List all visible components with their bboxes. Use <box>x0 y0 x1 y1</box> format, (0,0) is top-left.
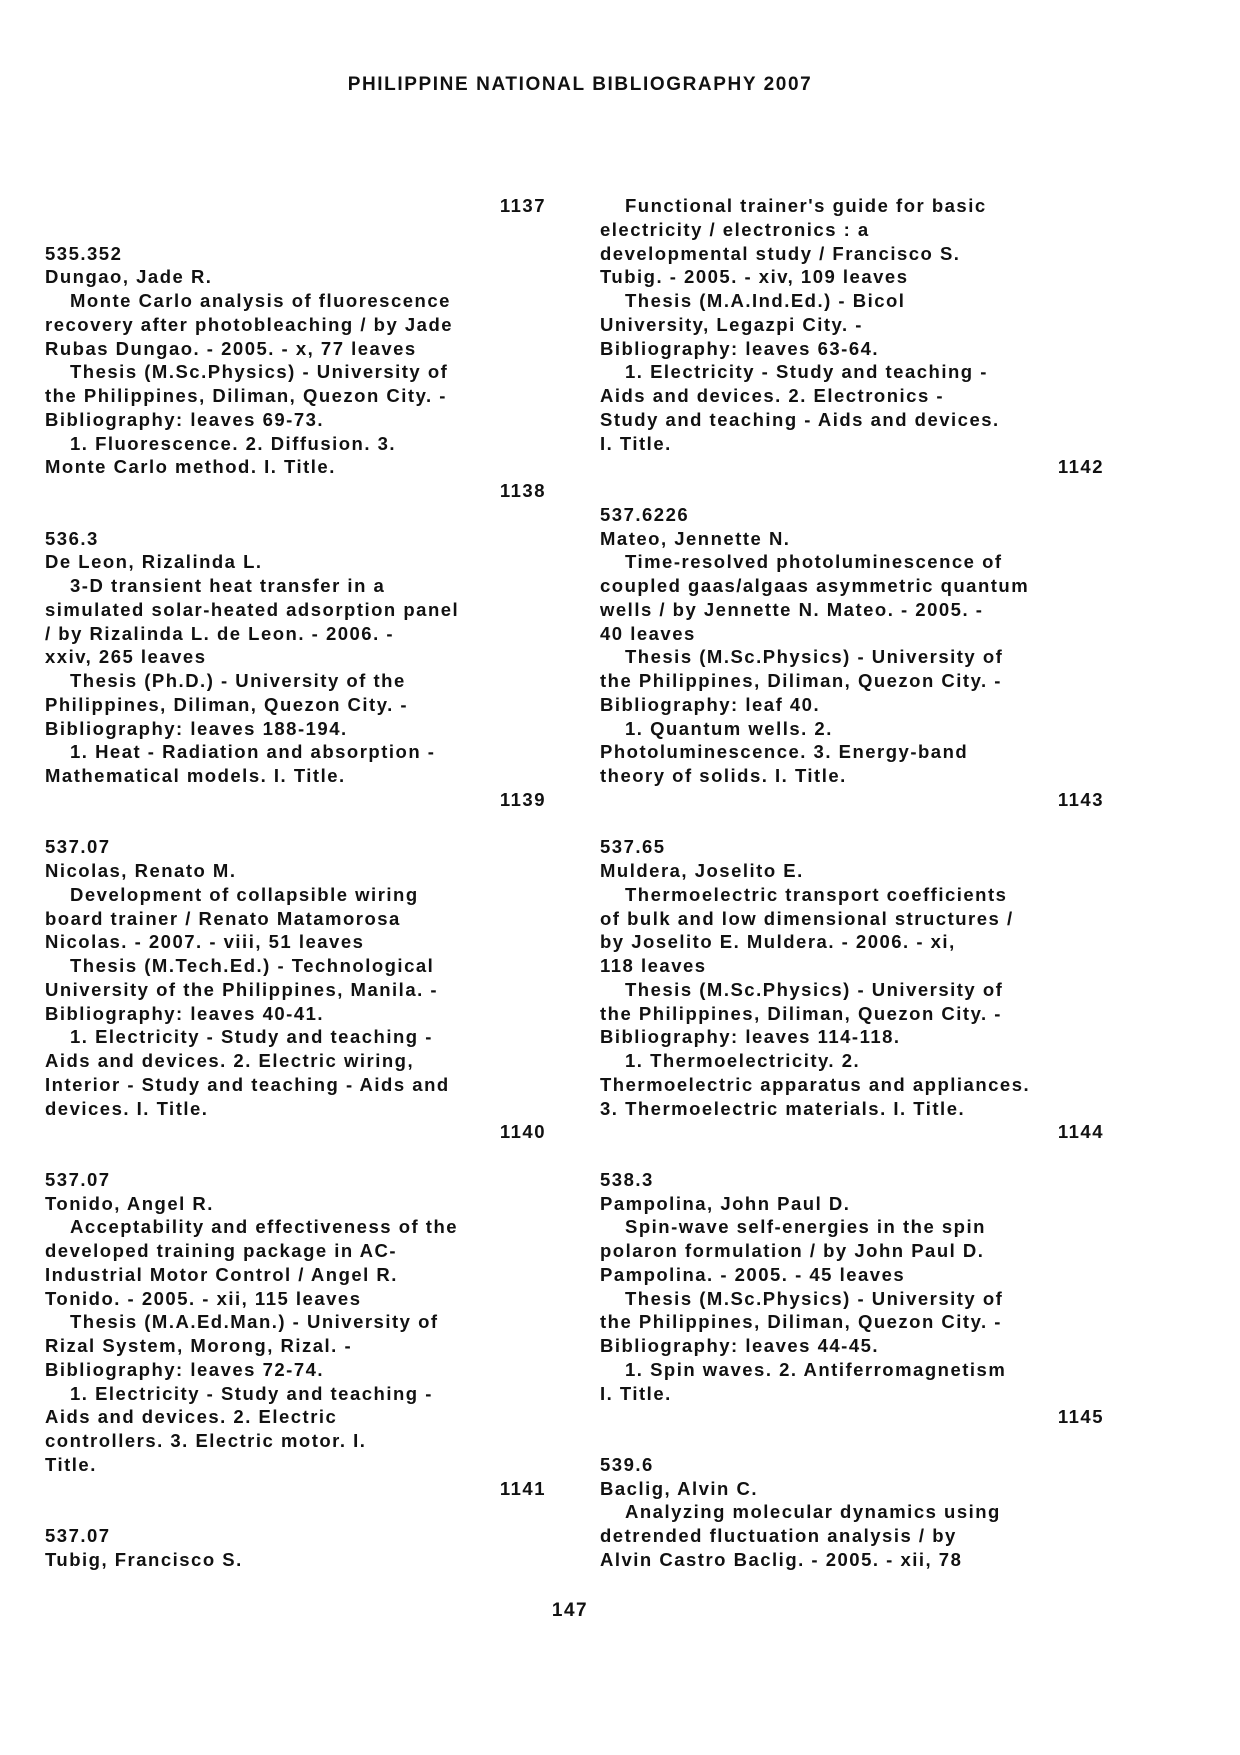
spacer-line <box>45 1144 550 1168</box>
entry-line: of bulk and low dimensional structures / <box>600 907 1014 929</box>
entry-line: 537.07 <box>45 836 111 858</box>
entry-line: Bibliography: leaves 63-64. <box>600 337 880 359</box>
entry-line: Aids and devices. 2. Electric <box>45 1406 338 1428</box>
right-column <box>600 194 1108 1572</box>
entry-number: 1142 <box>1057 456 1104 478</box>
entry-line: Industrial Motor Control / Angel R. <box>45 1263 398 1285</box>
entry-paragraph-start: 1. Electricity - Study and teaching - <box>625 361 988 383</box>
entry-line: electricity / electronics : a <box>600 218 870 240</box>
entry-line: polaron formulation / by John Paul D. <box>600 1240 985 1261</box>
entry-line: 537.07 <box>45 1525 111 1546</box>
entry-paragraph-start: 3-D transient heat transfer in a <box>70 575 386 596</box>
entry-line: Pampolina. - 2005. - 45 leaves <box>600 1263 906 1285</box>
entry-line: Philippines, Diliman, Quezon City. - <box>45 693 409 715</box>
spacer-line <box>600 1144 1108 1168</box>
entry-line: devices. I. Title. <box>45 1097 209 1119</box>
entry-paragraph-start: Thesis (Ph.D.) - University of the <box>70 670 406 691</box>
entry-paragraph-start: Thesis (M.A.Ind.Ed.) - Bicol <box>625 290 906 311</box>
entry-line: Baclig, Alvin C. <box>600 1477 758 1499</box>
entry-line: Thermoelectric apparatus and appliances. <box>600 1073 1031 1095</box>
entry-paragraph-start: Thesis (M.Sc.Physics) - University of <box>625 646 1004 668</box>
entry-paragraph-start: Thesis (M.Sc.Physics) - University of <box>625 1287 1004 1309</box>
entry-line: Tubig. - 2005. - xiv, 109 leaves <box>600 266 909 288</box>
entry-line: Bibliography: leaves 69-73. <box>45 408 325 430</box>
entry-line: recovery after photobleaching / by Jade <box>45 313 454 335</box>
entry-line: I. Title. <box>600 1382 672 1404</box>
entry-line: Muldera, Joselito E. <box>600 860 804 881</box>
entry-line: Bibliography: leaves 188-194. <box>45 717 348 739</box>
entry-line: Nicolas. - 2007. - viii, 51 leaves <box>45 931 365 953</box>
spacer-line <box>600 812 1108 836</box>
entry-line: 537.6226 <box>600 503 690 525</box>
entry-line: Mathematical models. I. Title. <box>45 765 346 786</box>
entry-line: Bibliography: leaves 114-118. <box>600 1026 901 1048</box>
entry-line: Title. <box>45 1453 97 1475</box>
entry-paragraph-start: 1. Spin waves. 2. Antiferromagnetism <box>625 1358 1007 1380</box>
spacer-line <box>600 479 1108 503</box>
entry-paragraph-start: Thesis (M.Sc.Physics) - University of <box>625 978 1004 1000</box>
entry-paragraph-start: Analyzing molecular dynamics using <box>625 1501 1001 1523</box>
entry-line: University of the Philippines, Manila. - <box>45 978 439 1000</box>
entry-line: the Philippines, Diliman, Quezon City. - <box>600 670 1002 691</box>
entry-line: Alvin Castro Baclig. - 2005. - xii, 78 <box>600 1548 963 1570</box>
spacer-line <box>600 1429 1108 1453</box>
entry-line: the Philippines, Diliman, Quezon City. - <box>45 385 447 406</box>
entry-paragraph-start: Time-resolved photoluminescence of <box>625 551 1003 573</box>
entry-number: 1139 <box>499 788 546 810</box>
entry-line: Bibliography: leaves 72-74. <box>45 1358 325 1380</box>
entry-paragraph-start: 1. Fluorescence. 2. Diffusion. 3. <box>70 432 397 454</box>
spacer-line <box>45 218 550 242</box>
page-header: PHILIPPINE NATIONAL BIBLIOGRAPHY 2007 <box>347 74 813 95</box>
entry-line: the Philippines, Diliman, Quezon City. - <box>600 1002 1002 1024</box>
entry-line: xxiv, 265 leaves <box>45 646 207 668</box>
entry-number: 1138 <box>499 480 546 501</box>
entry-line: coupled gaas/algaas asymmetric quantum <box>600 575 1030 596</box>
spacer-line <box>45 812 550 836</box>
entry-line: Mateo, Jennette N. <box>600 527 791 549</box>
entry-number: 1141 <box>499 1477 546 1499</box>
entry-paragraph-start: 1. Electricity - Study and teaching - <box>70 1382 433 1404</box>
entry-line: Tonido. - 2005. - xii, 115 leaves <box>45 1287 362 1309</box>
entry-line: Nicolas, Renato M. <box>45 860 237 881</box>
entry-line: Bibliography: leaves 40-41. <box>45 1002 325 1024</box>
spacer-line <box>45 1500 550 1524</box>
entry-paragraph-start: Thesis (M.Sc.Physics) - University of <box>70 361 449 383</box>
entry-line: 536.3 <box>45 527 99 549</box>
entry-paragraph-start: Thesis (M.Tech.Ed.) - Technological <box>70 955 435 976</box>
entry-line: 3. Thermoelectric materials. I. Title. <box>600 1097 966 1119</box>
entry-paragraph-start: Development of collapsible wiring <box>70 883 419 905</box>
entry-line: 535.352 <box>45 242 123 264</box>
entry-line: Aids and devices. 2. Electronics - <box>600 385 945 406</box>
entry-line: simulated solar-heated adsorption panel <box>45 598 460 620</box>
entry-line: 538.3 <box>600 1168 654 1190</box>
entry-paragraph-start: 1. Heat - Radiation and absorption - <box>70 741 436 763</box>
entry-line: by Joselito E. Muldera. - 2006. - xi, <box>600 931 956 953</box>
entry-paragraph-start: Monte Carlo analysis of fluorescence <box>70 290 451 311</box>
entry-number: 1140 <box>499 1121 546 1143</box>
entry-line: 539.6 <box>600 1453 654 1475</box>
entry-paragraph-start: 1. Electricity - Study and teaching - <box>70 1026 433 1048</box>
entry-paragraph-start: Thesis (M.A.Ed.Man.) - University of <box>70 1311 439 1333</box>
entry-line: Pampolina, John Paul D. <box>600 1192 851 1214</box>
entry-line: Aids and devices. 2. Electric wiring, <box>45 1050 415 1071</box>
entry-line: De Leon, Rizalinda L. <box>45 551 263 573</box>
entry-number: 1143 <box>1057 788 1104 810</box>
entry-paragraph-start: Spin-wave self-energies in the spin <box>625 1216 986 1238</box>
entry-line: Study and teaching - Aids and devices. <box>600 408 1000 430</box>
entry-line: 537.65 <box>600 836 666 858</box>
entry-line: controllers. 3. Electric motor. I. <box>45 1430 367 1451</box>
entry-line: wells / by Jennette N. Mateo. - 2005. - <box>600 598 984 620</box>
page-number: 147 <box>551 1600 589 1621</box>
left-column <box>45 194 550 1572</box>
entry-line: Tubig, Francisco S. <box>45 1548 243 1570</box>
entry-line: theory of solids. I. Title. <box>600 765 847 786</box>
entry-line: 537.07 <box>45 1168 111 1190</box>
entry-number: 1144 <box>1057 1121 1104 1143</box>
entry-number: 1145 <box>1057 1406 1104 1428</box>
entry-line: Bibliography: leaf 40. <box>600 693 821 715</box>
entry-number: 1137 <box>499 195 546 216</box>
spacer-line <box>45 503 550 527</box>
entry-line: Interior - Study and teaching - Aids and <box>45 1073 450 1095</box>
entry-line: Rizal System, Morong, Rizal. - <box>45 1335 353 1356</box>
entry-line: Rubas Dungao. - 2005. - x, 77 leaves <box>45 337 417 359</box>
entry-line: developed training package in AC- <box>45 1240 398 1261</box>
entry-line: / by Rizalinda L. de Leon. - 2006. - <box>45 622 395 644</box>
entry-paragraph-start: 1. Quantum wells. 2. <box>625 717 833 739</box>
entry-line: Tonido, Angel R. <box>45 1192 214 1214</box>
entry-line: I. Title. <box>600 432 672 454</box>
entry-paragraph-start: 1. Thermoelectricity. 2. <box>625 1050 861 1071</box>
entry-line: Dungao, Jade R. <box>45 266 213 288</box>
entry-paragraph-start: Functional trainer's guide for basic <box>625 195 987 216</box>
entry-line: the Philippines, Diliman, Quezon City. - <box>600 1311 1002 1333</box>
entry-line: board trainer / Renato Matamorosa <box>45 907 401 929</box>
entry-paragraph-start: Thermoelectric transport coefficients <box>625 883 1008 905</box>
entry-line: detrended fluctuation analysis / by <box>600 1525 957 1546</box>
entry-line: Monte Carlo method. I. Title. <box>45 456 336 478</box>
entry-line: Bibliography: leaves 44-45. <box>600 1335 880 1356</box>
entry-line: 40 leaves <box>600 622 696 644</box>
entry-line: University, Legazpi City. - <box>600 313 863 335</box>
entry-line: Photoluminescence. 3. Energy-band <box>600 741 969 763</box>
entry-line: 118 leaves <box>600 955 707 976</box>
entry-paragraph-start: Acceptability and effectiveness of the <box>70 1216 459 1238</box>
entry-line: developmental study / Francisco S. <box>600 242 961 264</box>
